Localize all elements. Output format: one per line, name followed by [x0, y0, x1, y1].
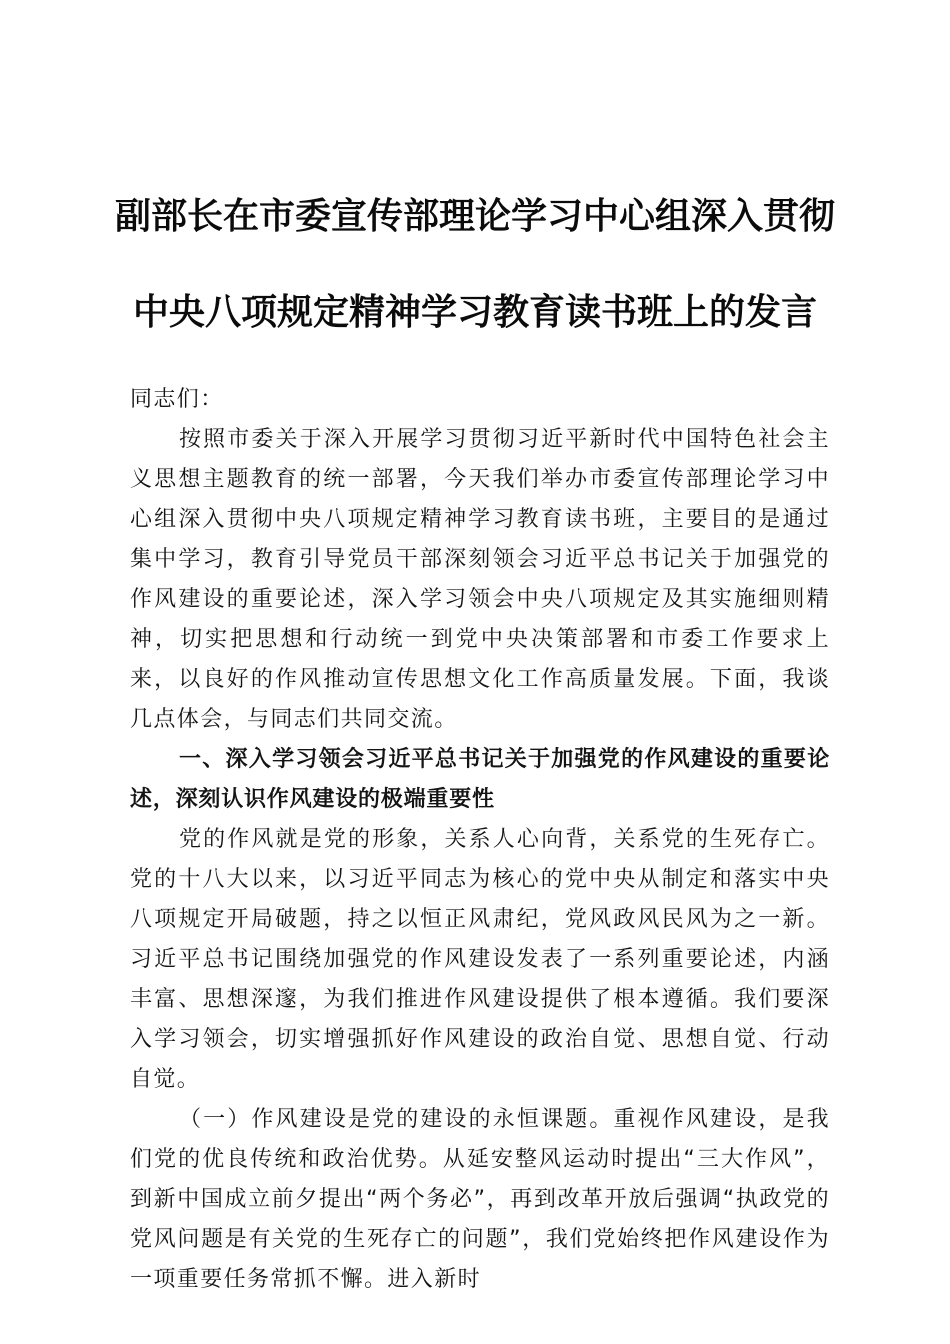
document-title-line-2: 中央八项规定精神学习教育读书班上的发言: [132, 291, 817, 333]
document-title-line-1: 副部长在市委宣传部理论学习中心组深入贯彻: [114, 195, 835, 237]
section-heading-1: 一、深入学习领会习近平总书记关于加强党的作风建设的重要论述，深刻认识作风建设的极端重要性: [130, 747, 830, 812]
paragraph-intro: 按照市委关于深入开展学习贯彻习近平新时代中国特色社会主义思想主题教育的统一部署，今天我们举办市委宣传部理论学习中心组深入贯彻中央八项规定精神学习教育读书班，主要目的是通过集中学习，教育引导党员干部深刻领会习近平总书记关于加强党的作风建设的重要论述，深入学习领会中央八项规定及其实施细则精神，切实把思想和行动统一到党中央决策部署和市委工作要求上来，以良好的作风推动宣传思想文化工作高质量发展。下面，我谈几点体会，与同志们共同交流。: [130, 427, 830, 732]
subsection-1-title: （一）作风建设是党的建设的永恒课题。: [179, 1107, 614, 1132]
document-body: [130, 380, 830, 1300]
paragraph-subsection-1: [130, 1100, 830, 1300]
salutation: 同志们：: [130, 387, 224, 412]
paragraph-section-1: 党的作风就是党的形象，关系人心向背，关系党的生死存亡。党的十八大以来，以习近平同志为核心的党中央从制定和落实中央八项规定开局破题，持之以恒正风肃纪，党风政风民风为之一新。习近平总书记围绕加强党的作风建设发表了一系列重要论述，内涵丰富、思想深邃，为我们推进作风建设提供了根本遵循。我们要深入学习领会，切实增强抓好作风建设的政治自觉、思想自觉、行动自觉。: [130, 827, 830, 1092]
subsection-1-text: 重视作风建设，是我们党的优良传统和政治优势。从延安整风运动时提出“三大作风”，到新中国成立前夕提出“两个务必”，再到改革开放后强调“执政党的党风问题是有关党的生死存亡的问题”，我们党始终把作风建设作为一项重要任务常抓不懈。进入新时: [130, 1107, 831, 1292]
